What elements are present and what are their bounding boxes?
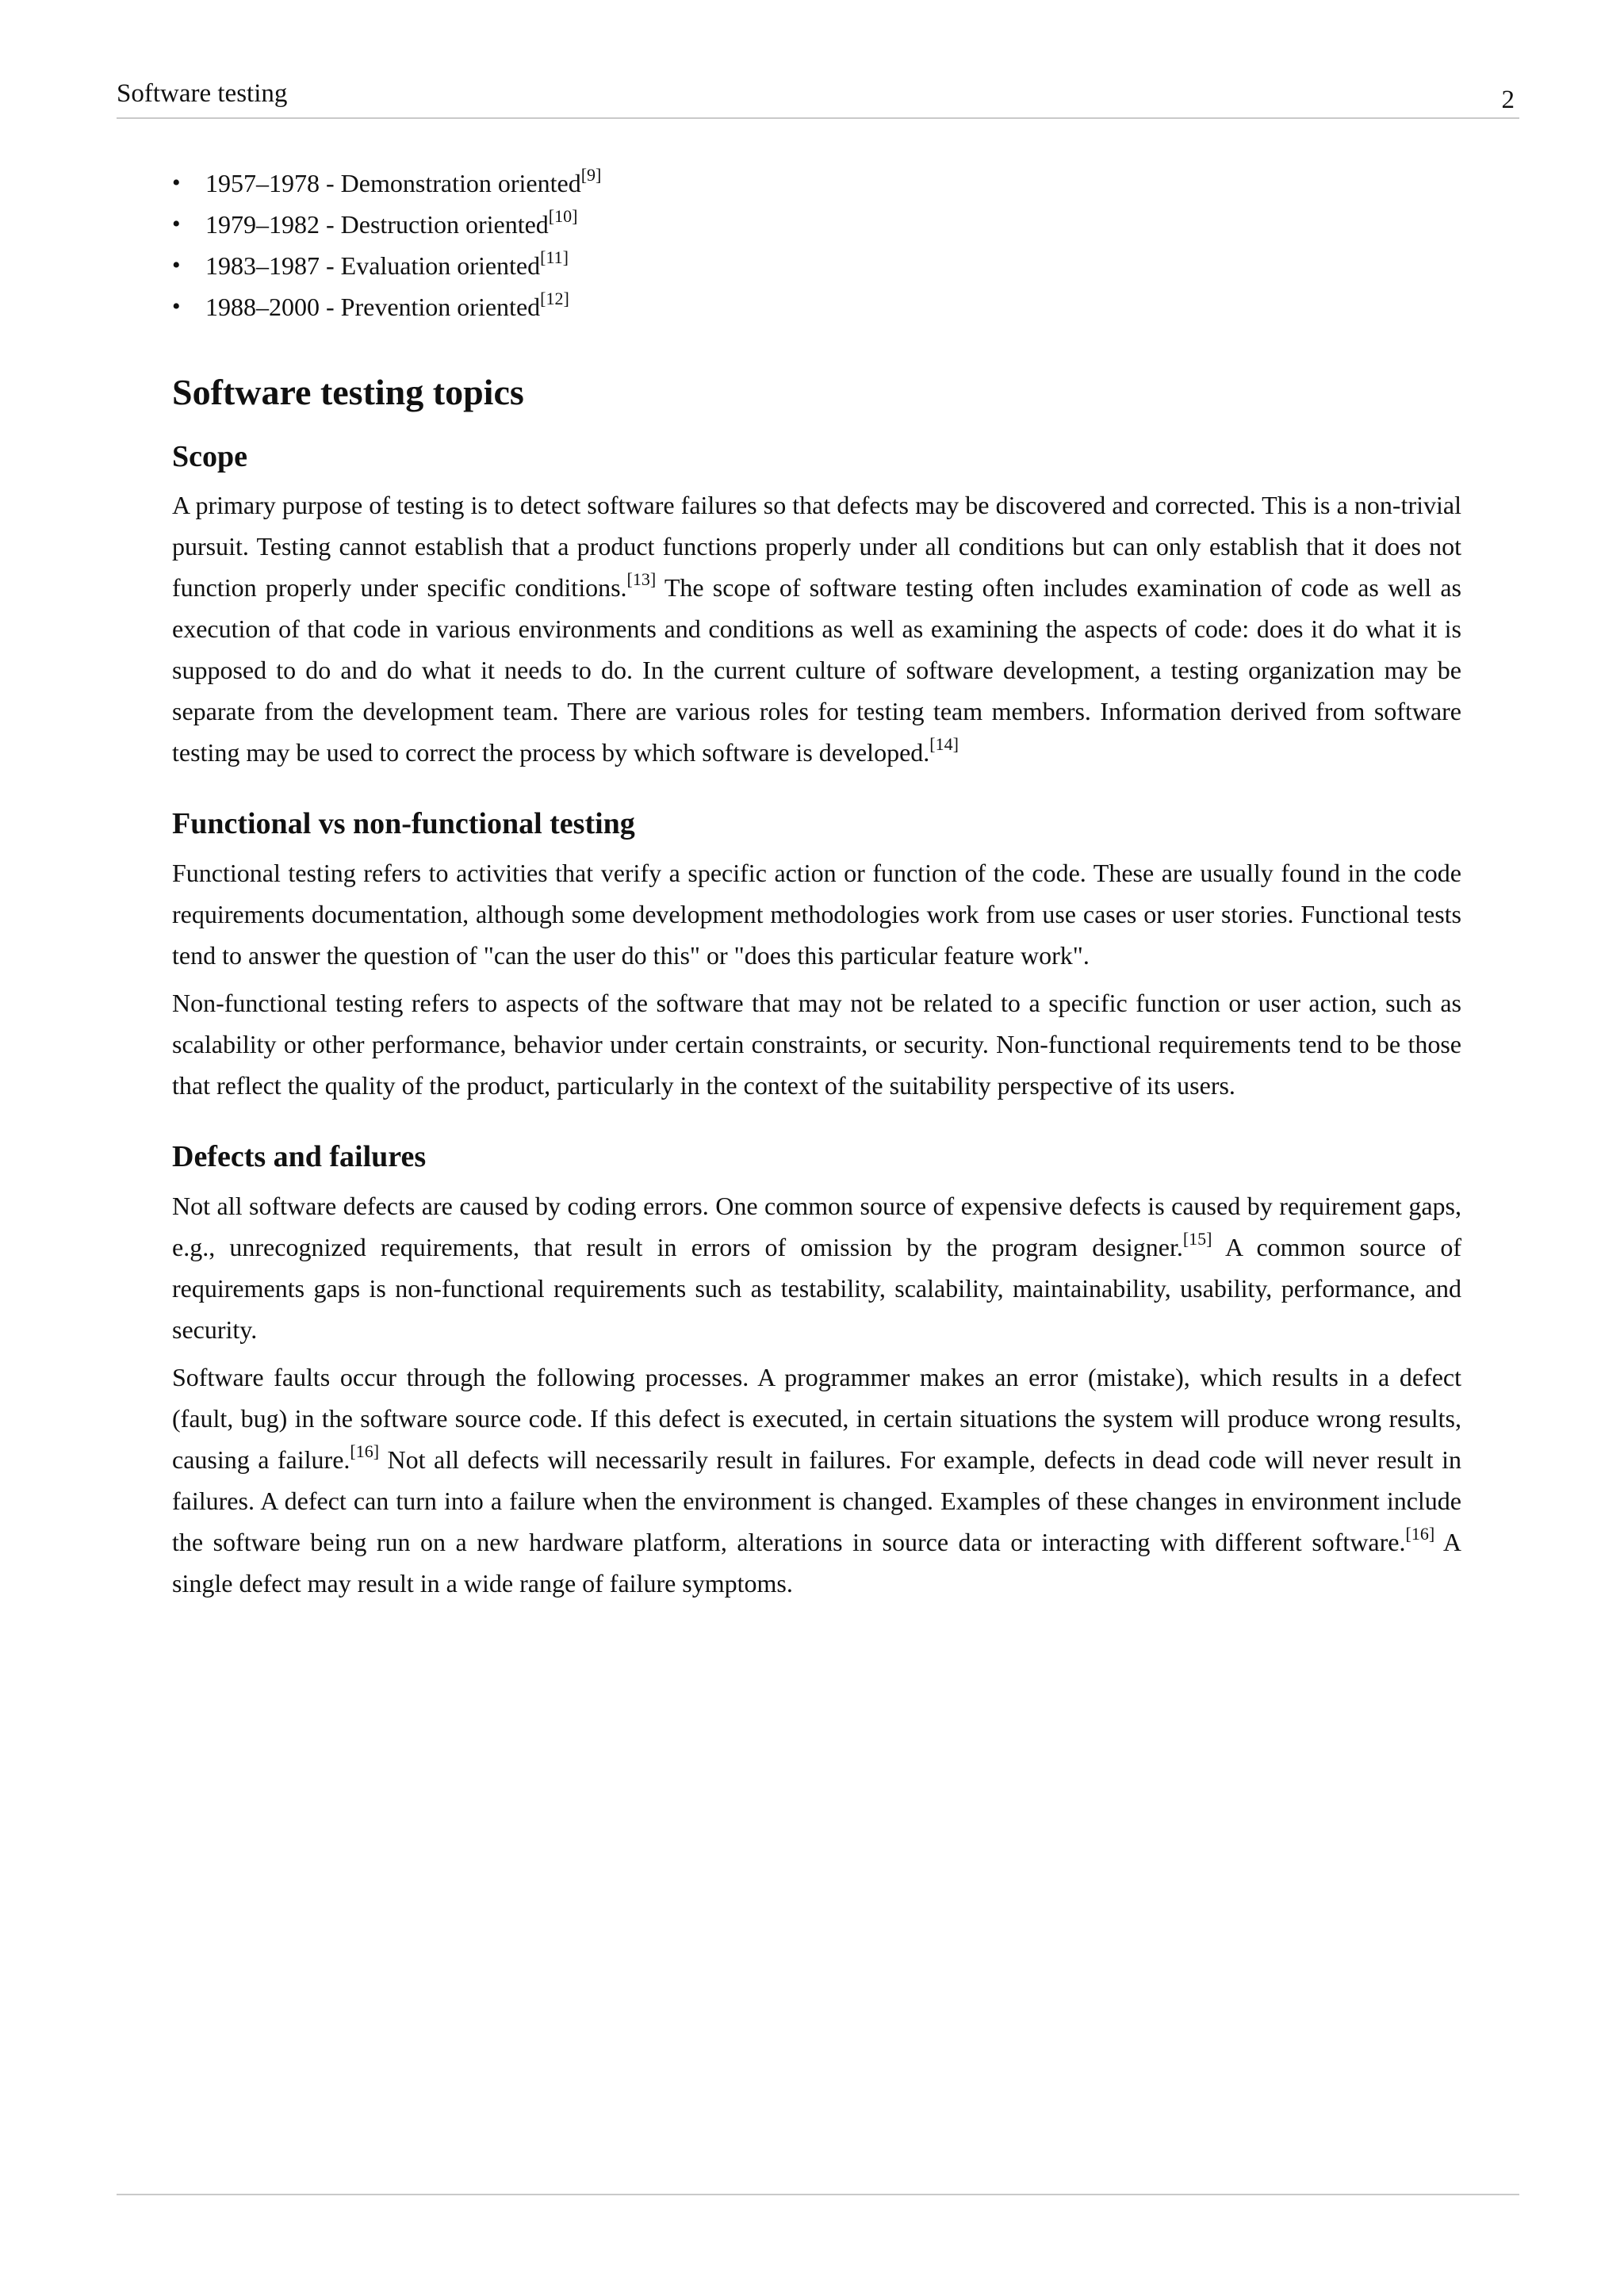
citation-link[interactable]: [9] bbox=[580, 165, 602, 185]
citation-link[interactable]: [11] bbox=[540, 247, 569, 267]
running-title: Software testing bbox=[117, 79, 288, 108]
bullet-icon: • bbox=[172, 252, 181, 278]
nonfunctional-paragraph: Non-functional testing refers to aspects of the software that may not be related to a specific function or user action, such as scalability or other performance, behavior under certain constraints, or security. Non-functional requirements tend to be those that reflect the quality of the product, particularly in the context of the suitability perspective of its users. bbox=[172, 989, 1461, 1100]
paragraph-text: Not all defects will necessarily result in failures. For example, defects in dead code will never result in failures. A defect can turn into a failure when the environment is changed. Examples of these changes in environment include the software being run on a new hardware platform, alterations in source data or interacting with different software. bbox=[172, 1445, 1462, 1556]
scope-paragraph bbox=[172, 484, 1461, 773]
section-heading: Software testing topics bbox=[172, 372, 524, 412]
paragraph-text: A common source of requirements gaps is non-functional requirements such as testability, scalability, maintainability, usability, performance, and security. bbox=[172, 1232, 1462, 1344]
paragraph-text: The scope of software testing often includes examination of code as well as execution of that code in various environments and conditions as well as examining the aspects of code: does it do what it is supposed to do and do what it needs to do. In the current culture of software development, a testing organization may be separate from the development team. There are various roles for testing team members. Information derived from software testing may be used to correct the process by which software is developed. bbox=[172, 573, 1462, 767]
paragraph-text: Software faults occur through the following processes. A programmer makes an error (mistake), which results in a defect (fault, bug) in the software source code. If this defect is executed, in certain situations the system will produce wrong results, causing a failure. bbox=[172, 1362, 1461, 1474]
list-item-text: 1983–1987 - Evaluation oriented bbox=[205, 251, 541, 280]
citation-link[interactable]: [12] bbox=[540, 289, 569, 308]
citation-link[interactable]: [16] bbox=[1405, 1523, 1435, 1544]
functional-paragraph: Functional testing refers to activities that verify a specific action or function of the code. These are usually found in the code requirements documentation, although some development methodologies work from use cases or user stories. Functional tests tend to answer the question of "can the user do this" or "does this particular feature work". bbox=[172, 859, 1461, 970]
list-item bbox=[172, 286, 1461, 327]
footer-rule bbox=[117, 2194, 1519, 2195]
list-item bbox=[172, 163, 1461, 204]
timeline-list bbox=[172, 163, 1461, 327]
list-item bbox=[172, 204, 1461, 245]
bullet-icon: • bbox=[172, 293, 181, 320]
article-body bbox=[172, 163, 1461, 1610]
list-item-text: 1988–2000 - Prevention oriented bbox=[205, 293, 541, 321]
bullet-icon: • bbox=[172, 211, 181, 237]
paragraph-text: A single defect may result in a wide range of failure symptoms. bbox=[172, 1527, 1462, 1598]
defects-heading: Defects and failures bbox=[172, 1140, 427, 1174]
citation-link[interactable]: [14] bbox=[929, 734, 959, 755]
citation-link[interactable]: [15] bbox=[1182, 1228, 1212, 1249]
list-item-text: 1957–1978 - Demonstration oriented bbox=[205, 169, 581, 197]
citation-link[interactable]: [10] bbox=[548, 206, 578, 226]
page-number: 2 bbox=[1501, 86, 1515, 114]
functional-heading: Functional vs non-functional testing bbox=[172, 807, 635, 841]
page-header bbox=[117, 76, 1519, 119]
scope-heading: Scope bbox=[172, 439, 247, 473]
citation-link[interactable]: [16] bbox=[350, 1441, 380, 1461]
bullet-icon: • bbox=[172, 170, 181, 196]
defects-paragraph bbox=[172, 1185, 1461, 1350]
list-item-text: 1979–1982 - Destruction oriented bbox=[205, 210, 549, 239]
paragraph-text: A primary purpose of testing is to detect software failures so that defects may be discovered and corrected. This is a non-trivial pursuit. Testing cannot establish that a product functions properly under all conditions but can only establish that it does not function properly under specific conditions. bbox=[172, 491, 1461, 603]
list-item bbox=[172, 245, 1461, 286]
faults-paragraph bbox=[172, 1357, 1461, 1604]
paragraph-text: Not all software defects are caused by coding errors. One common source of expensive defects is caused by requirement gaps, e.g., unrecognized requirements, that result in errors of omission by the program designer. bbox=[172, 1191, 1461, 1261]
citation-link[interactable]: [13] bbox=[626, 569, 657, 590]
